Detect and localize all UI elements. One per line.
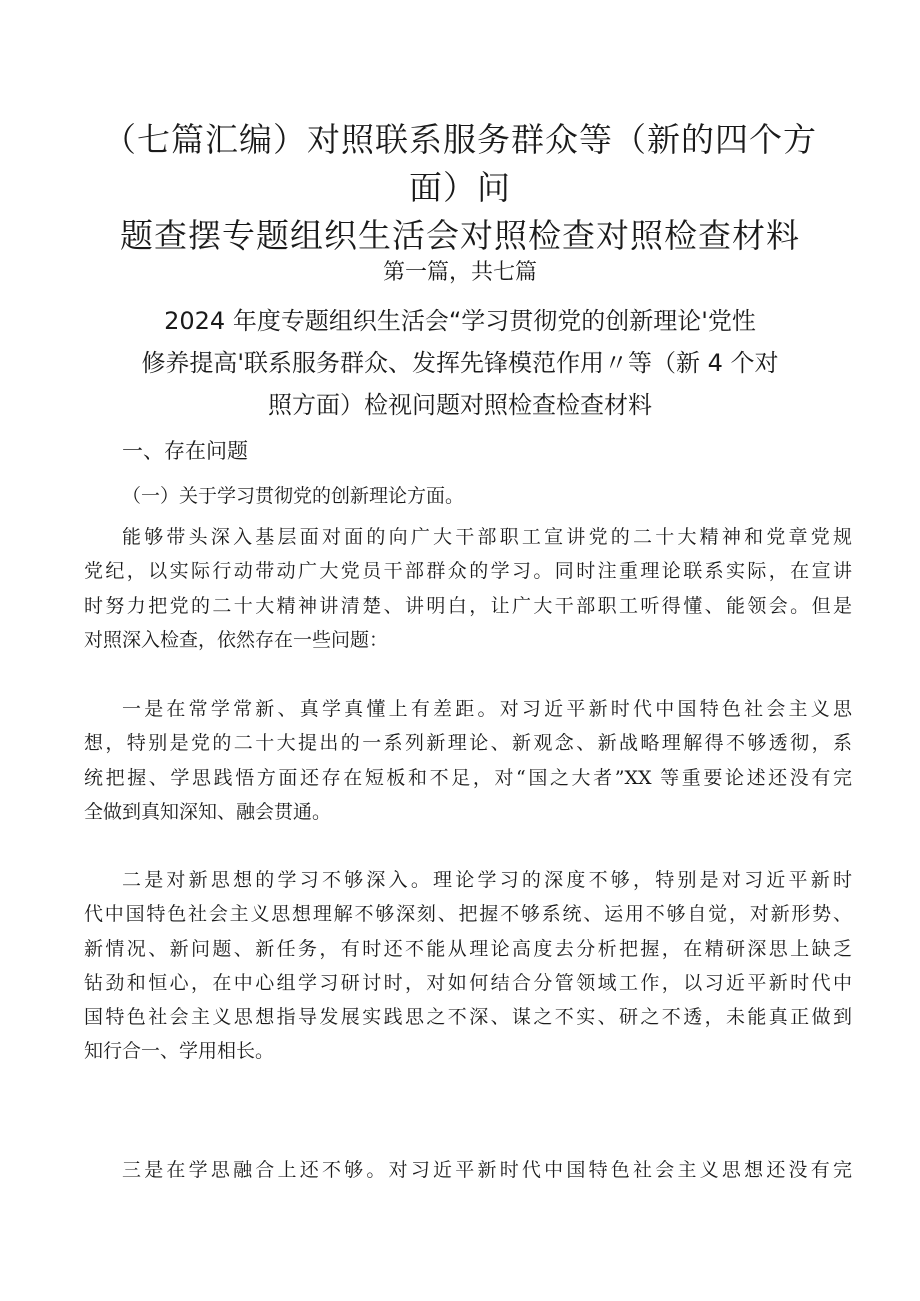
paragraph-line: 全做到真知深知、融会贯通。 xyxy=(84,800,332,823)
paragraph-line: 知行合一、学用相长。 xyxy=(84,1040,275,1063)
document-title xyxy=(90,116,830,260)
paragraph-line: 党纪，以实际行动带动广大党员干部群众的学习。同时注重理论联系实际，在宣讲 xyxy=(84,560,852,583)
paragraph-line: 二是对新思想的学习不够深入。理论学习的深度不够，特别是对习近平新时 xyxy=(122,869,852,891)
paragraph-line: 代中国特色社会主义思想理解不够深刻、把握不够系统、运用不够自觉，对新形势、 xyxy=(84,903,852,926)
paragraph-line: 时努力把党的二十大精神讲清楚、讲明白，让广大干部职工听得懂、能领会。但是 xyxy=(84,594,852,617)
paragraph-line: 能够带头深入基层面对面的向广大干部职工宣讲党的二十大精神和党章党规 xyxy=(122,526,852,548)
paragraph-line: 国特色社会主义思想指导发展实践思之不深、谋之不实、研之不透，未能真正做到 xyxy=(84,1006,852,1029)
paragraph-line: 统把握、学思践悟方面还存在短板和不足，对“国之大者”XX 等重要论述还没有完 xyxy=(84,766,852,789)
document-title-line: 题查摆专题组织生活会对照检查对照检查材料 xyxy=(120,216,800,255)
body-paragraph xyxy=(84,863,852,1069)
piece-title-line: 2024 年度专题组织生活会“学习贯彻党的创新理论'党性 xyxy=(164,307,756,335)
document-title-line: （七篇汇编）对照联系服务群众等（新的四个方面）问 xyxy=(103,120,817,207)
subsection-heading xyxy=(84,479,852,513)
piece-label: 第一篇，共七篇 xyxy=(382,260,537,285)
body-paragraph xyxy=(84,520,852,657)
paragraph-line: 想，特别是党的二十大提出的一系列新理论、新观念、新战略理解得不够透彻，系 xyxy=(84,732,852,755)
body-paragraph xyxy=(84,1153,852,1187)
paragraph-line: 新情况、新问题、新任务，有时还不能从理论高度去分析把握，在精研深思上缺乏 xyxy=(84,937,852,960)
paragraph-line: 一是在常学常新、真学真懂上有差距。对习近平新时代中国特色社会主义思 xyxy=(122,698,852,720)
body-paragraph xyxy=(84,692,852,829)
section-heading: 一、存在问题 xyxy=(122,439,248,463)
paragraph-line: 对照深入检查，依然存在一些问题： xyxy=(84,628,389,651)
paragraph-line: 钻劲和恒心，在中心组学习研讨时，对如何结合分管领域工作，以习近平新时代中 xyxy=(84,971,852,994)
piece-title-line: 修养提高'联系服务群众、发挥先锋模范作用〃等（新 4 个对 xyxy=(141,349,779,377)
piece-title-line: 照方面）检视问题对照检查检查材料 xyxy=(268,391,652,419)
paragraph-line: 三是在学思融合上还不够。对习近平新时代中国特色社会主义思想还没有完 xyxy=(122,1159,852,1181)
subsection-heading-text: （一）关于学习贯彻党的创新理论方面。 xyxy=(122,485,465,507)
piece-title xyxy=(110,300,810,426)
